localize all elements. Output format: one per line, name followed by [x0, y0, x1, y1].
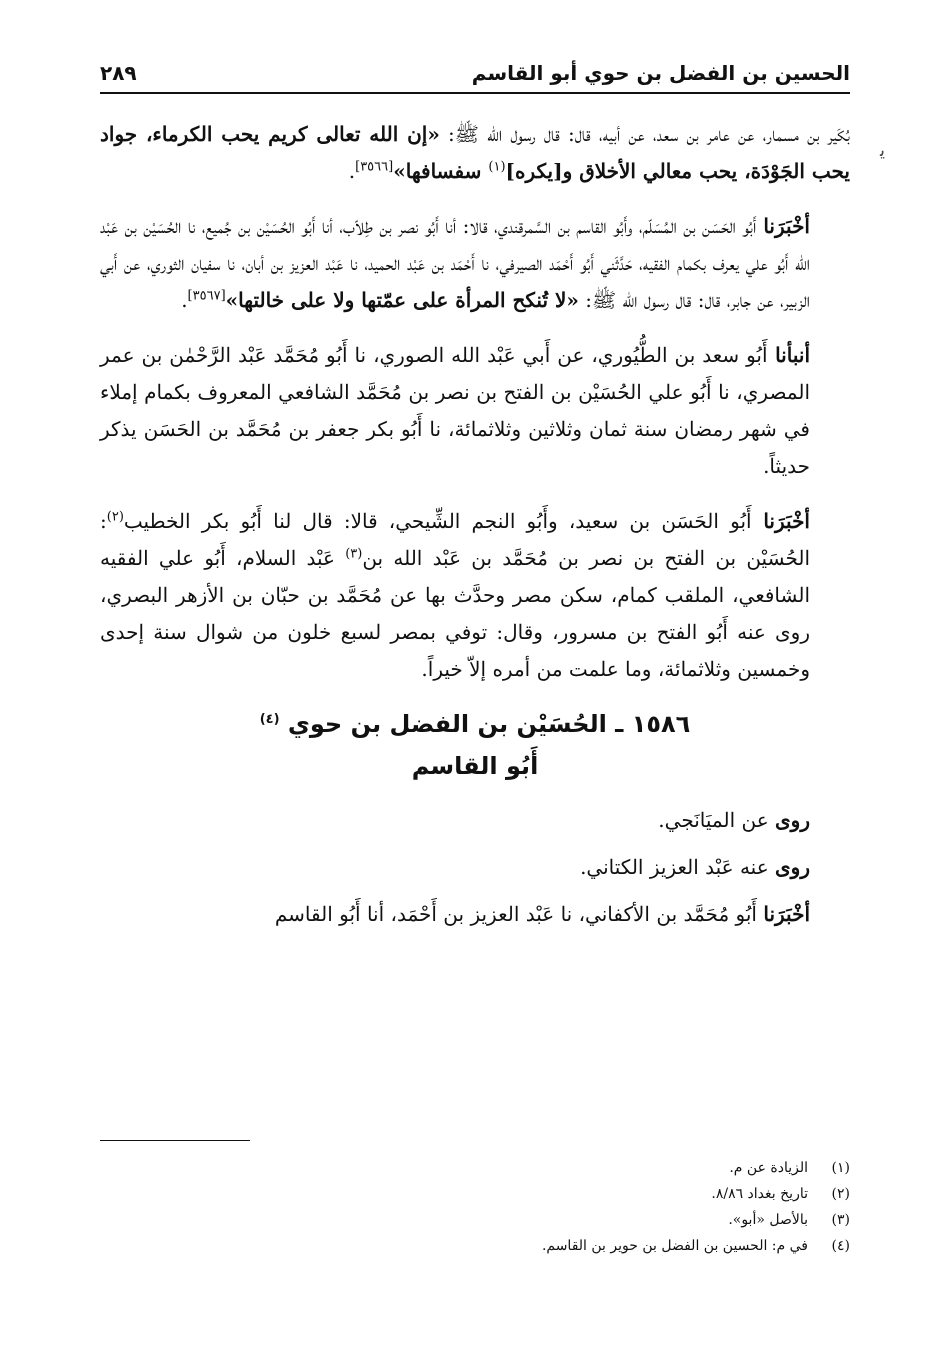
last-paragraph: [100, 896, 850, 933]
entry-kunya: أَبُو القاسم: [411, 752, 539, 780]
paragraph-text: : الحُسَيْن بن الفتح بن نصر بن مُحَمَّد بن عَبْد الله بن: [100, 509, 810, 570]
paragraph-3: [100, 337, 850, 485]
entry-line-2: [100, 849, 850, 886]
footnote-text: بالأصل «أبو».: [728, 1212, 808, 1228]
page-body: [100, 116, 850, 933]
page-number: ٢٨٩: [100, 61, 137, 85]
paragraph-text: بُكَير بن مسمار، عن عامر بن سعد، عن أبيه، قال: قال رسول الله ﷺ:: [439, 122, 850, 146]
footnote: [100, 1155, 850, 1181]
entry-line-2-text: عنه عَبْد العزيز الكتاني.: [580, 855, 776, 879]
footnote-number: (٢): [831, 1186, 850, 1202]
entry-title: [100, 706, 850, 742]
entry-line-2-lead: روى: [775, 855, 810, 879]
page: [100, 58, 850, 933]
paragraph-text: «لا تُنكح المرأة على عمّتها ولا على خالتها»: [225, 288, 579, 312]
footnote-ref: (٣): [345, 546, 363, 562]
paragraph-text: أَبُو سعد بن الطُّيُوري، عن أَبي عَبْد الله الصوري، نا أَبُو مُحَمَّد عَبْد الرَّحْمٰن بن عمر المصري، نا أَبُو علي الحُسَيْن بن الفتح بن نصر بن مُحَمَّد الشافعي المعروف بكمام إملاء في شهر رمضان سنة ثمان وثلاثين وثلاثمائة، نا أَبُو بكر جعفر بن مُحَمَّد بن الحَسَن يذكر حديثاً.: [100, 343, 810, 478]
last-paragraph-lead: أخْبَرَنا: [763, 902, 810, 926]
entry-line-1: [100, 802, 850, 839]
paragraph-text: أَبُو الحَسَن بن المُسَلّم، وأَبُو القاسم بن السَّمرقندي، قالا: أنا أَبُو نصر بن طِلاّب، أنا أَبُو الحُسَيْن بن جُميع، نا الحُسَيْن بن عَبْد الله أَبُو علي يعرف بكمام الفقيه، حَدَّثَني أَبُو أَحْمَد الصيرفي، نا أَحْمَد بن عَبْد الحميد، نا عَبْد العزيز بن أبان، نا سفيان الثوري، عن أَبي الزبير، عن جابر، قال: قال رسول الله ﷺ:: [100, 214, 810, 312]
paragraph-text: «إن الله تعالى كريم يحب الكرماء، جواد يحب الجَوْدَة، يحب معالي الأخلاق و[يكره]: [100, 122, 850, 183]
footnote: [100, 1233, 850, 1259]
footnote-ref: [٣٥٦٧]: [187, 288, 226, 304]
footnote-ref: (٢): [106, 509, 124, 525]
paragraph-text: أنبأنا: [767, 343, 810, 367]
entry-line-1-text: عن الميَانَجي.: [658, 808, 776, 832]
paragraph-4: [100, 503, 850, 688]
footnote: [100, 1207, 850, 1233]
footnote-text: تاريخ بغداد ٨/٨٦.: [711, 1186, 808, 1202]
footnote-ref: [٣٥٦٦]: [355, 159, 394, 175]
paragraph-text: أخْبَرَنا: [756, 214, 810, 238]
paragraph-text: أخْبَرَنا: [751, 509, 810, 533]
entry-title-footnote-ref: (٤): [259, 712, 280, 727]
paragraph-1: [100, 116, 850, 190]
footnote-ref: (١): [488, 159, 506, 175]
last-paragraph-text: أَبُو مُحَمَّد بن الأكفاني، نا عَبْد العزيز بن أَحْمَد، أنا أَبُو القاسم: [274, 902, 764, 926]
paragraphs: [100, 116, 850, 688]
footnote: [100, 1181, 850, 1207]
paragraph-text: .: [348, 159, 356, 183]
margin-mark: ﯾ: [880, 140, 886, 161]
entry-line-1-lead: روى: [775, 808, 810, 832]
footnote-list: [100, 1155, 850, 1259]
footnote-number: (١): [831, 1160, 850, 1176]
footnote-number: (٣): [831, 1212, 850, 1228]
paragraph-2: [100, 208, 850, 319]
running-title: الحسين بن الفضل بن حوي أبو القاسم: [471, 61, 850, 85]
paragraph-text: سفسافها»: [393, 159, 489, 183]
footnote-text: الزيادة عن م.: [729, 1160, 808, 1176]
footnote-divider: [100, 1140, 250, 1141]
footnote-number: (٤): [831, 1238, 850, 1254]
page-header: [100, 58, 850, 94]
footnote-text: في م: الحسين بن الفضل بن حوير بن القاسم.: [541, 1238, 808, 1254]
entry-title-text: ١٥٨٦ ـ الحُسَيْن بن الفضل بن حوي: [287, 710, 691, 738]
footnotes: [100, 1140, 850, 1259]
paragraph-text: .: [181, 288, 188, 312]
paragraph-text: عَبْد السلام، أَبُو علي الفقيه الشافعي، الملقب كمام، سكن مصر وحدَّث بها عن مُحَمَّد بن حبّان بن الأزهر البصري، روى عنه أَبُو الفتح بن مسرور، وقال: توفي بمصر لسبع خلون من شوال سنة إحدى وخمسين وثلاثمائة، وما علمت من أمره إلاّ خيراً.: [100, 546, 810, 681]
paragraph-text: أَبُو الحَسَن بن سعيد، وأَبُو النجم الشِّيحي، قالا: قال لنا أَبُو بكر الخطيب: [123, 509, 752, 533]
